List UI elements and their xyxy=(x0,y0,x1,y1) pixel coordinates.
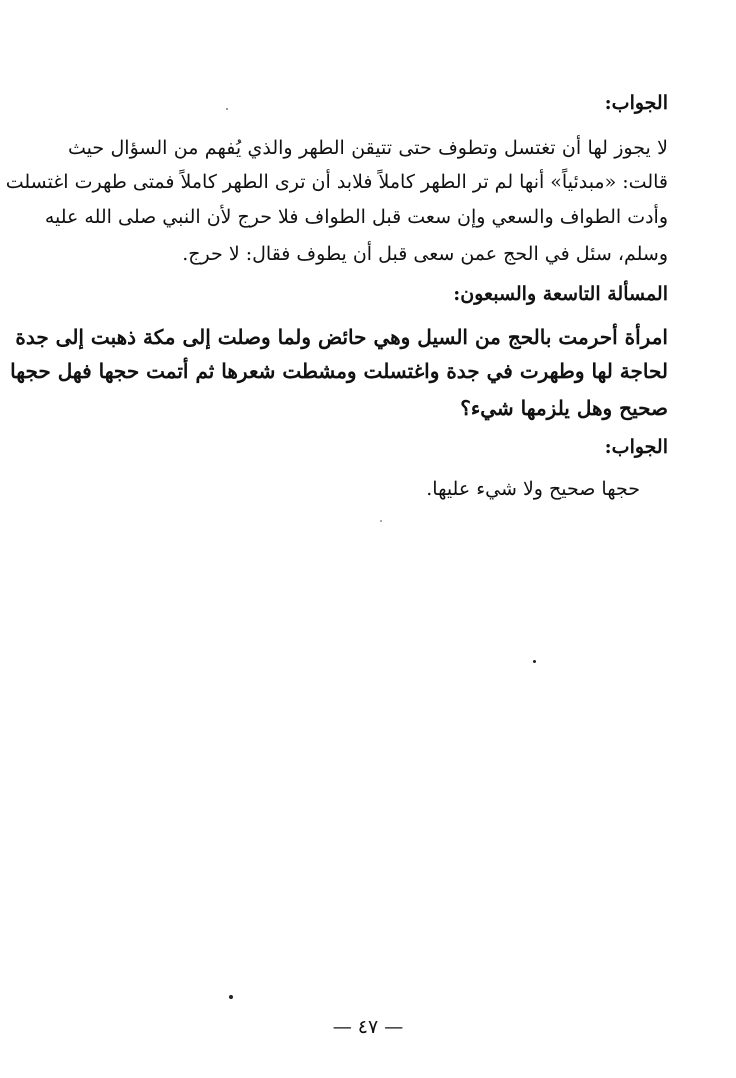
answer-line: حجها صحيح ولا شيء عليها. xyxy=(426,478,640,500)
question-heading: المسألة التاسعة والسبعون: xyxy=(453,283,668,305)
answer-line: وسلم، سئل في الحج عمن سعى قبل أن يطوف فقال: لا حرج. xyxy=(182,243,668,265)
scan-speck xyxy=(229,995,233,999)
page-number: — ٤٧ — xyxy=(332,1016,404,1038)
answer-heading: الجواب: xyxy=(604,92,668,114)
answer-line: قالت: «مبدئياً» أنها لم تر الطهر كاملاً فلابد أن ترى الطهر كاملاً فمتى طهرت اغتسلت xyxy=(5,171,668,193)
question-line: امرأة أحرمت بالحج من السيل وهي حائض ولما وصلت إلى مكة ذهبت إلى جدة xyxy=(15,325,668,349)
scan-speck xyxy=(533,660,536,663)
answer-line: وأدت الطواف والسعي وإن سعت قبل الطواف فلا حرج لأن النبي صلى الله عليه xyxy=(44,206,668,228)
question-line: صحيح وهل يلزمها شيء؟ xyxy=(460,396,668,420)
answer-heading: الجواب: xyxy=(604,436,668,458)
scan-speck xyxy=(380,520,382,522)
scan-speck xyxy=(226,108,228,110)
question-line: لحاجة لها وطهرت في جدة واغتسلت ومشطت شعرها ثم أتمت حجها فهل حجها xyxy=(10,359,668,383)
answer-line: لا يجوز لها أن تغتسل وتطوف حتى تتيقن الطهر والذي يُفهم من السؤال حيث xyxy=(68,137,668,159)
